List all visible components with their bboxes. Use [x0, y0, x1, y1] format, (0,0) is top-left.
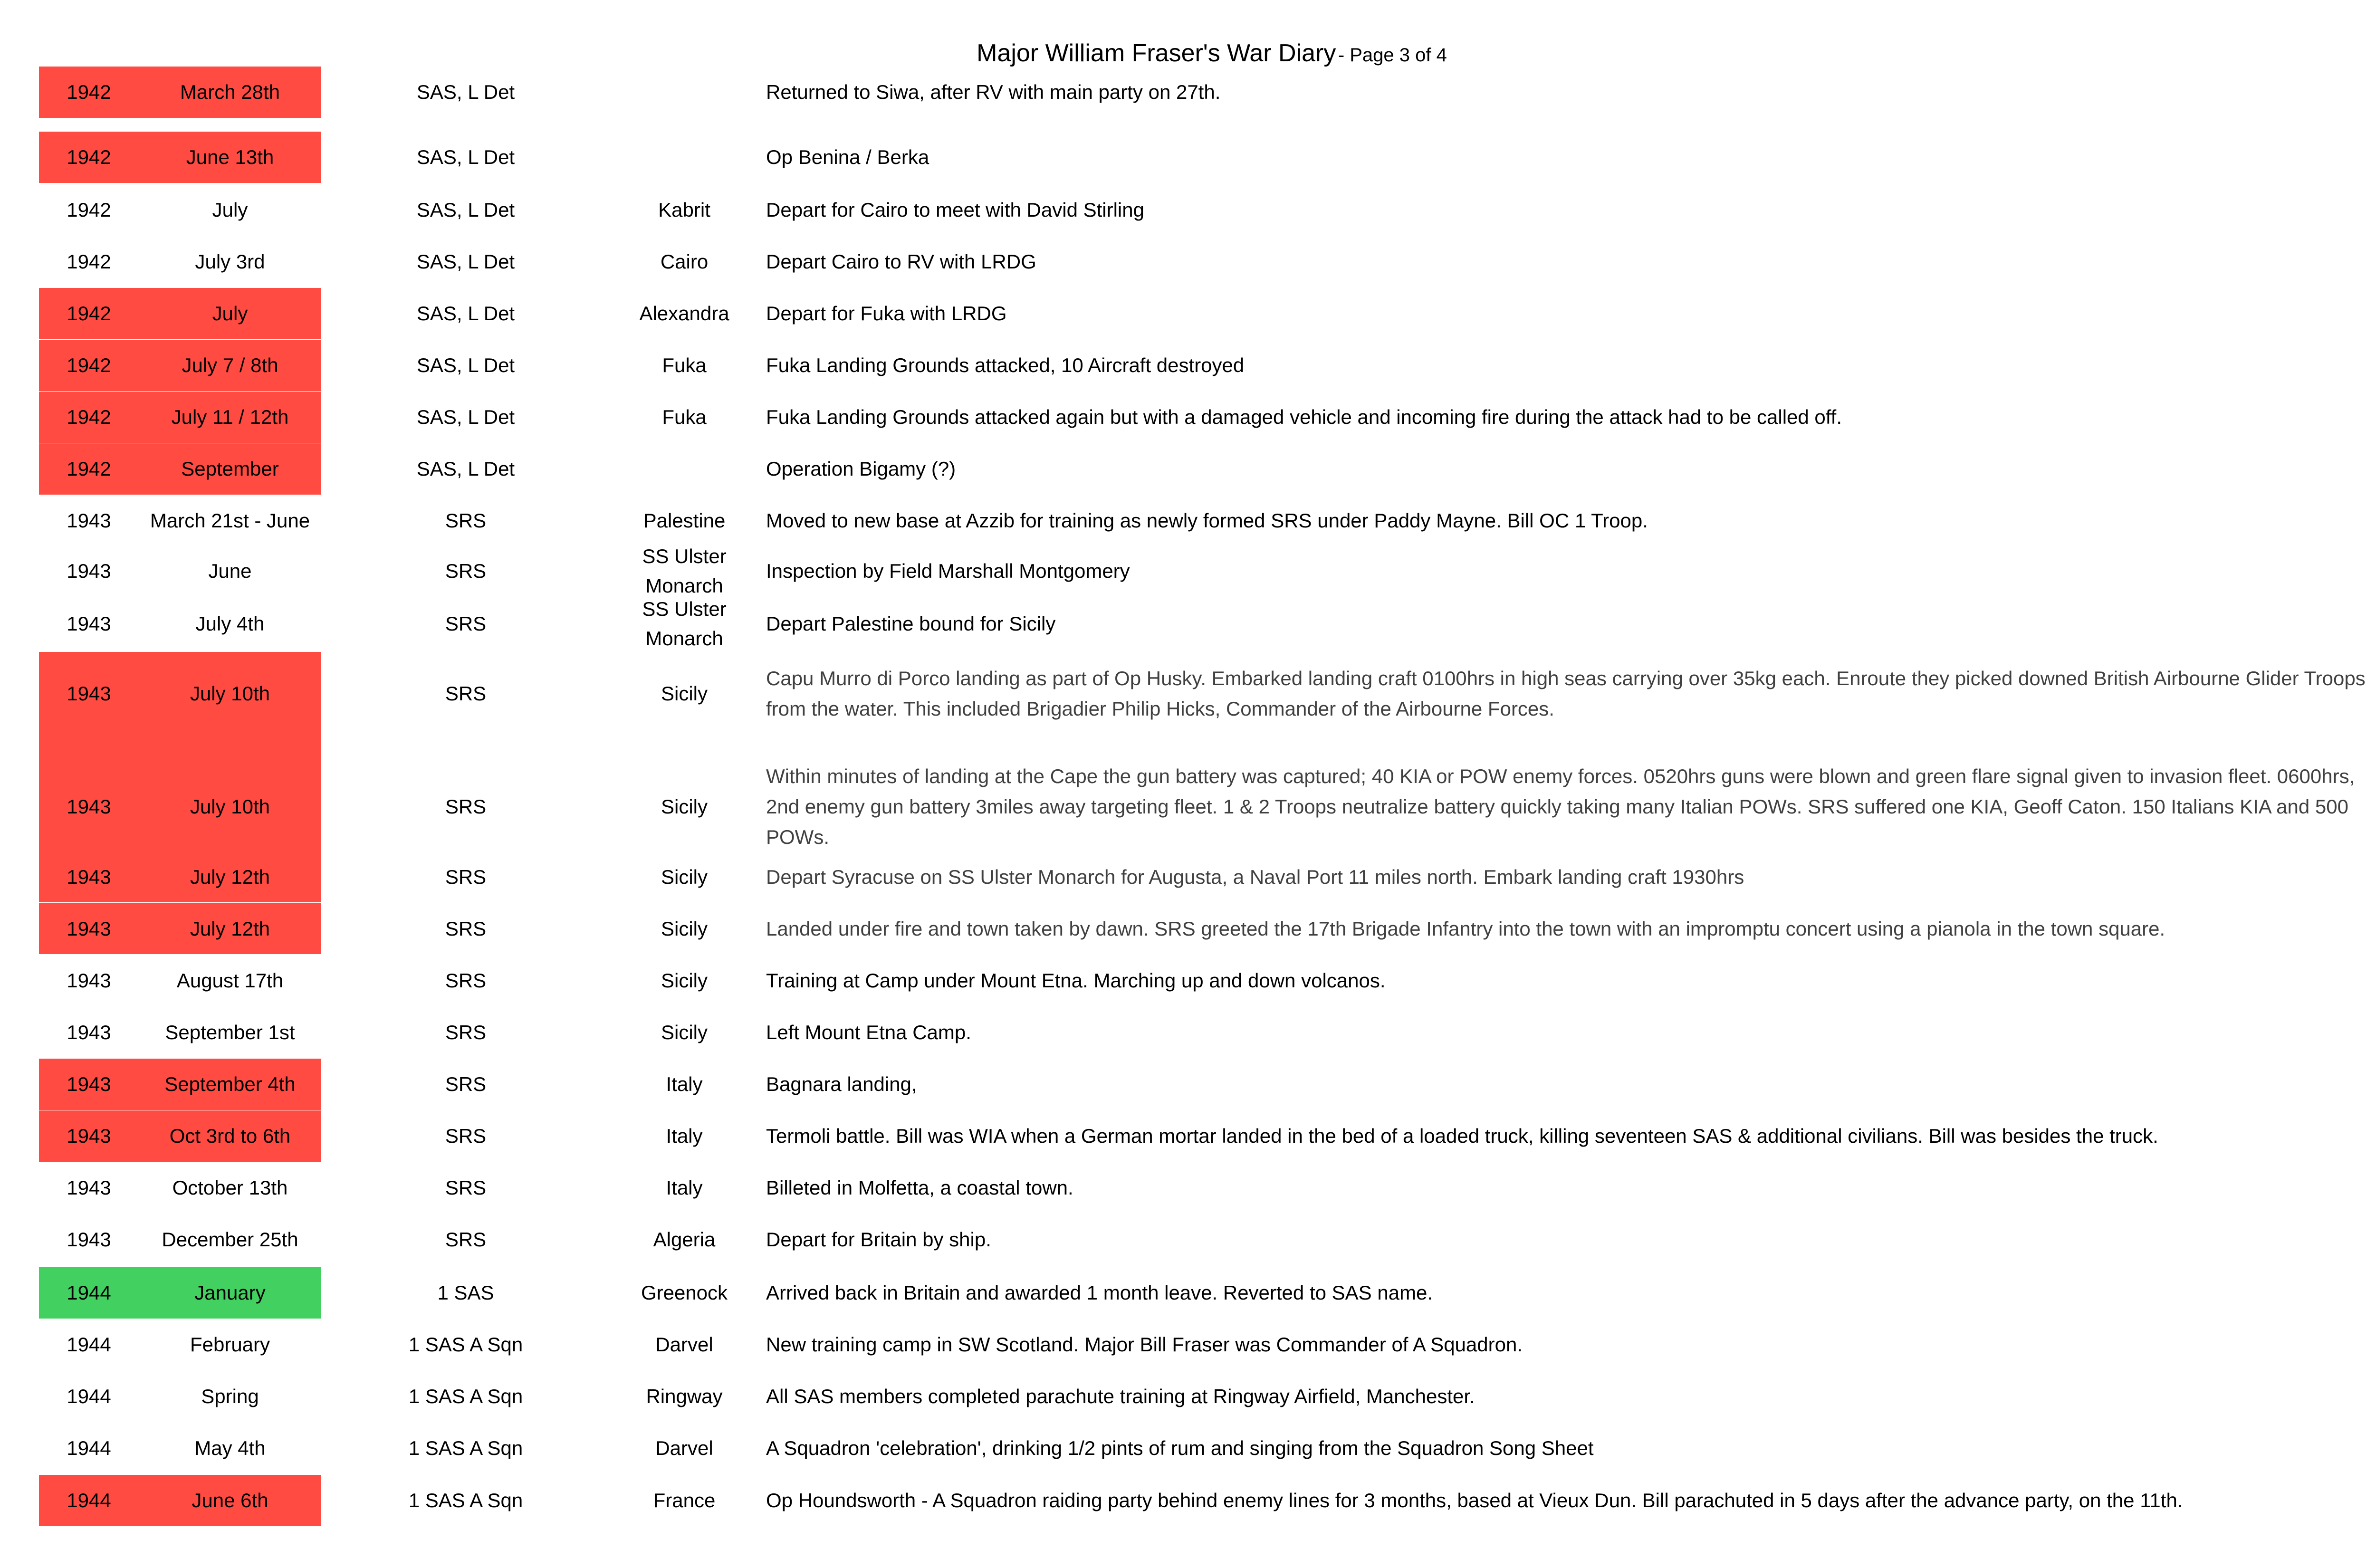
description-cell: Bagnara landing,: [766, 1073, 917, 1095]
page-indicator: - Page 3 of 4: [1338, 45, 1447, 66]
table-row: [0, 340, 2376, 391]
description-cell: Termoli battle. Bill was WIA when a German mortar landed in the bed of a loaded truck, killing seventeen SAS & additional civilians. Bill was besides the truck.: [766, 1125, 2158, 1147]
table-row: [0, 495, 2376, 546]
unit-cell: SRS: [445, 682, 487, 705]
location-cell: Palestine: [643, 509, 726, 532]
table-row: [0, 1162, 2376, 1214]
table-row: [0, 545, 2376, 598]
location-cell: Italy: [666, 1073, 703, 1095]
unit-cell: SAS, L Det: [416, 250, 515, 273]
year-cell: 1943: [67, 1073, 111, 1095]
table-row: [0, 1110, 2376, 1162]
unit-cell: SRS: [445, 560, 487, 582]
date-cell: February: [190, 1333, 270, 1356]
year-cell: 1944: [67, 1333, 111, 1356]
description-cell: Depart Cairo to RV with LRDG: [766, 250, 1036, 273]
location-cell: [613, 132, 756, 183]
unit-cell: SAS, L Det: [416, 302, 515, 325]
table-row: [0, 184, 2376, 236]
table-row: [0, 236, 2376, 287]
unit-cell: SAS, L Det: [416, 199, 515, 221]
description-cell: Billeted in Molfetta, a coastal town.: [766, 1176, 1073, 1199]
date-cell: March 28th: [180, 81, 280, 103]
year-cell: 1942: [67, 250, 111, 273]
table-row: [0, 903, 2376, 954]
table-row: [0, 1319, 2376, 1370]
unit-cell: 1 SAS A Sqn: [408, 1385, 523, 1407]
date-cell: June: [208, 560, 252, 582]
unit-cell: SRS: [445, 917, 487, 940]
year-cell: 1943: [67, 560, 111, 582]
unit-cell: 1 SAS: [437, 1281, 494, 1304]
unit-cell: SRS: [445, 866, 487, 888]
year-cell: 1943: [67, 917, 111, 940]
date-cell: July 12th: [190, 917, 270, 940]
date-cell: June 6th: [192, 1489, 268, 1511]
description-cell: Left Mount Etna Camp.: [766, 1021, 971, 1043]
table-row: [0, 955, 2376, 1006]
date-cell: August 17th: [176, 969, 284, 992]
date-cell: July 10th: [190, 795, 270, 818]
table-row: [0, 1214, 2376, 1265]
table-row: [0, 392, 2376, 443]
table-row: [0, 1007, 2376, 1058]
table-row: [0, 1059, 2376, 1110]
date-cell: July 3rd: [195, 250, 265, 273]
location-cell: Sicily: [661, 866, 708, 888]
unit-cell: SRS: [445, 1228, 487, 1251]
description-cell: A Squadron 'celebration', drinking 1/2 pints of rum and singing from the Squadron Song Sheet: [766, 1437, 1594, 1459]
unit-cell: SAS, L Det: [416, 458, 515, 480]
unit-cell: SAS, L Det: [416, 81, 515, 103]
location-cell: [613, 67, 756, 118]
location-cell: Sicily: [661, 795, 708, 818]
location-cell: [613, 443, 756, 495]
date-cell: July 4th: [195, 612, 265, 635]
unit-cell: 1 SAS A Sqn: [408, 1437, 523, 1459]
date-cell: July 7 / 8th: [182, 354, 278, 376]
table-row: [0, 1475, 2376, 1526]
date-cell: March 21st - June: [150, 509, 310, 532]
unit-cell: SAS, L Det: [416, 146, 515, 168]
diary-title: Major William Fraser's War Diary: [977, 39, 1336, 67]
date-cell: October 13th: [172, 1176, 288, 1199]
description-cell: Op Houndsworth - A Squadron raiding party behind enemy lines for 3 months, based at Vieux Dun. Bill parachuted in 5 days after the advance party, on the 11th.: [766, 1489, 2183, 1511]
description-cell: Depart for Cairo to meet with David Stirling: [766, 199, 1144, 221]
year-cell: 1942: [67, 302, 111, 325]
description-cell: Fuka Landing Grounds attacked, 10 Aircraft destroyed: [766, 354, 1245, 376]
unit-cell: SRS: [445, 1176, 487, 1199]
location-cell: Sicily: [661, 682, 708, 705]
location-cell: Fuka: [662, 406, 707, 428]
location-cell: Sicily: [661, 1021, 708, 1043]
description-cell: Capu Murro di Porco landing as part of Op Husky. Embarked landing craft 0100hrs in high seas carrying over 35kg each. Enroute they picked downed British Airbourne Glider Troops from the water. This included Brigadier Philip Hicks, Commander of the Airbourne Forces.: [766, 667, 2366, 720]
year-cell: 1942: [67, 81, 111, 103]
location-cell: Greenock: [641, 1281, 728, 1304]
location-cell: Fuka: [662, 354, 707, 376]
table-row: [0, 852, 2376, 902]
year-cell: 1942: [67, 354, 111, 376]
description-cell: Moved to new base at Azzib for training as newly formed SRS under Paddy Mayne. Bill OC 1 Troop.: [766, 509, 1648, 532]
location-cell: Italy: [666, 1176, 703, 1199]
description-cell: Depart for Britain by ship.: [766, 1228, 991, 1251]
table-row: [0, 288, 2376, 339]
table-row: [0, 1267, 2376, 1319]
unit-cell: SRS: [445, 509, 487, 532]
year-cell: 1942: [67, 199, 111, 221]
year-cell: 1943: [67, 612, 111, 635]
unit-cell: SAS, L Det: [416, 406, 515, 428]
description-cell: Depart for Fuka with LRDG: [766, 302, 1007, 325]
location-cell: SS Ulster Monarch: [642, 545, 727, 597]
description-cell: Operation Bigamy (?): [766, 458, 956, 480]
year-cell: 1942: [67, 458, 111, 480]
year-cell: 1943: [67, 1125, 111, 1147]
location-cell: Ringway: [646, 1385, 723, 1407]
unit-cell: SRS: [445, 969, 487, 992]
description-cell: New training camp in SW Scotland. Major Bill Fraser was Commander of A Squadron.: [766, 1333, 1523, 1356]
location-cell: SS Ulster Monarch: [642, 598, 727, 650]
table-row: [0, 652, 2376, 735]
location-cell: Algeria: [653, 1228, 716, 1251]
date-cell: January: [194, 1281, 266, 1304]
description-cell: Inspection by Field Marshall Montgomery: [766, 560, 1130, 582]
table-row: [0, 443, 2376, 495]
year-cell: 1943: [67, 1021, 111, 1043]
date-cell: July: [212, 199, 248, 221]
description-cell: Depart Palestine bound for Sicily: [766, 612, 1056, 635]
location-cell: Darvel: [655, 1437, 713, 1459]
location-cell: Italy: [666, 1125, 703, 1147]
year-cell: 1943: [67, 866, 111, 888]
table-row: [0, 132, 2376, 183]
year-cell: 1942: [67, 146, 111, 168]
date-cell: May 4th: [194, 1437, 266, 1459]
unit-cell: SRS: [445, 1073, 487, 1095]
year-cell: 1944: [67, 1437, 111, 1459]
year-cell: 1944: [67, 1281, 111, 1304]
date-cell: December 25th: [162, 1228, 298, 1251]
description-cell: Within minutes of landing at the Cape the gun battery was captured; 40 KIA or POW enemy forces. 0520hrs guns were blown and green flare signal given to invasion fleet. 0600hrs, 2nd enemy gun battery 3miles away targeting fleet. 1 & 2 Troops neutralize battery quickly taking many Italian POWs. SRS suffered one KIA, Geoff Caton. 150 Italians KIA and 500 POWs.: [766, 765, 2355, 848]
year-cell: 1942: [67, 406, 111, 428]
date-cell: June 13th: [186, 146, 274, 168]
page-title: [0, 39, 2376, 67]
description-cell: Returned to Siwa, after RV with main party on 27th.: [766, 81, 1221, 103]
date-cell: July 12th: [190, 866, 270, 888]
date-cell: July 10th: [190, 682, 270, 705]
table-row: [0, 67, 2376, 118]
unit-cell: SRS: [445, 795, 487, 818]
year-cell: 1944: [67, 1385, 111, 1407]
table-row: [0, 598, 2376, 650]
unit-cell: 1 SAS A Sqn: [408, 1333, 523, 1356]
location-cell: France: [653, 1489, 716, 1511]
unit-cell: SRS: [445, 1125, 487, 1147]
date-cell: September: [181, 458, 279, 480]
unit-cell: 1 SAS A Sqn: [408, 1489, 523, 1511]
unit-cell: SRS: [445, 612, 487, 635]
date-cell: September 1st: [165, 1021, 295, 1043]
year-cell: 1943: [67, 682, 111, 705]
date-cell: Spring: [201, 1385, 259, 1407]
location-cell: Darvel: [655, 1333, 713, 1356]
date-cell: July 11 / 12th: [171, 406, 289, 428]
year-cell: 1943: [67, 1176, 111, 1199]
year-cell: 1943: [67, 1228, 111, 1251]
location-cell: Sicily: [661, 917, 708, 940]
unit-cell: SRS: [445, 1021, 487, 1043]
description-cell: Training at Camp under Mount Etna. Marching up and down volcanos.: [766, 969, 1386, 992]
year-cell: 1943: [67, 509, 111, 532]
date-cell: Oct 3rd to 6th: [169, 1125, 291, 1147]
year-cell: 1944: [67, 1489, 111, 1511]
location-cell: Alexandra: [639, 302, 729, 325]
location-cell: Cairo: [660, 250, 709, 273]
description-cell: Depart Syracuse on SS Ulster Monarch for Augusta, a Naval Port 11 miles north. Embark landing craft 1930hrs: [766, 866, 1744, 888]
table-row: [0, 1423, 2376, 1474]
date-cell: September 4th: [164, 1073, 296, 1095]
location-cell: Sicily: [661, 969, 708, 992]
description-cell: Arrived back in Britain and awarded 1 month leave. Reverted to SAS name.: [766, 1281, 1433, 1304]
description-cell: Fuka Landing Grounds attacked again but with a damaged vehicle and incoming fire during the attack had to be called off.: [766, 406, 1842, 428]
location-cell: Kabrit: [658, 199, 710, 221]
table-row: [0, 1371, 2376, 1422]
year-cell: 1943: [67, 969, 111, 992]
description-cell: All SAS members completed parachute training at Ringway Airfield, Manchester.: [766, 1385, 1475, 1407]
description-cell: Landed under fire and town taken by dawn. SRS greeted the 17th Brigade Infantry into the town with an impromptu concert using a pianola in the town square.: [766, 917, 2165, 940]
description-cell: Op Benina / Berka: [766, 146, 929, 168]
year-cell: 1943: [67, 795, 111, 818]
date-cell: July: [212, 302, 248, 325]
unit-cell: SAS, L Det: [416, 354, 515, 376]
